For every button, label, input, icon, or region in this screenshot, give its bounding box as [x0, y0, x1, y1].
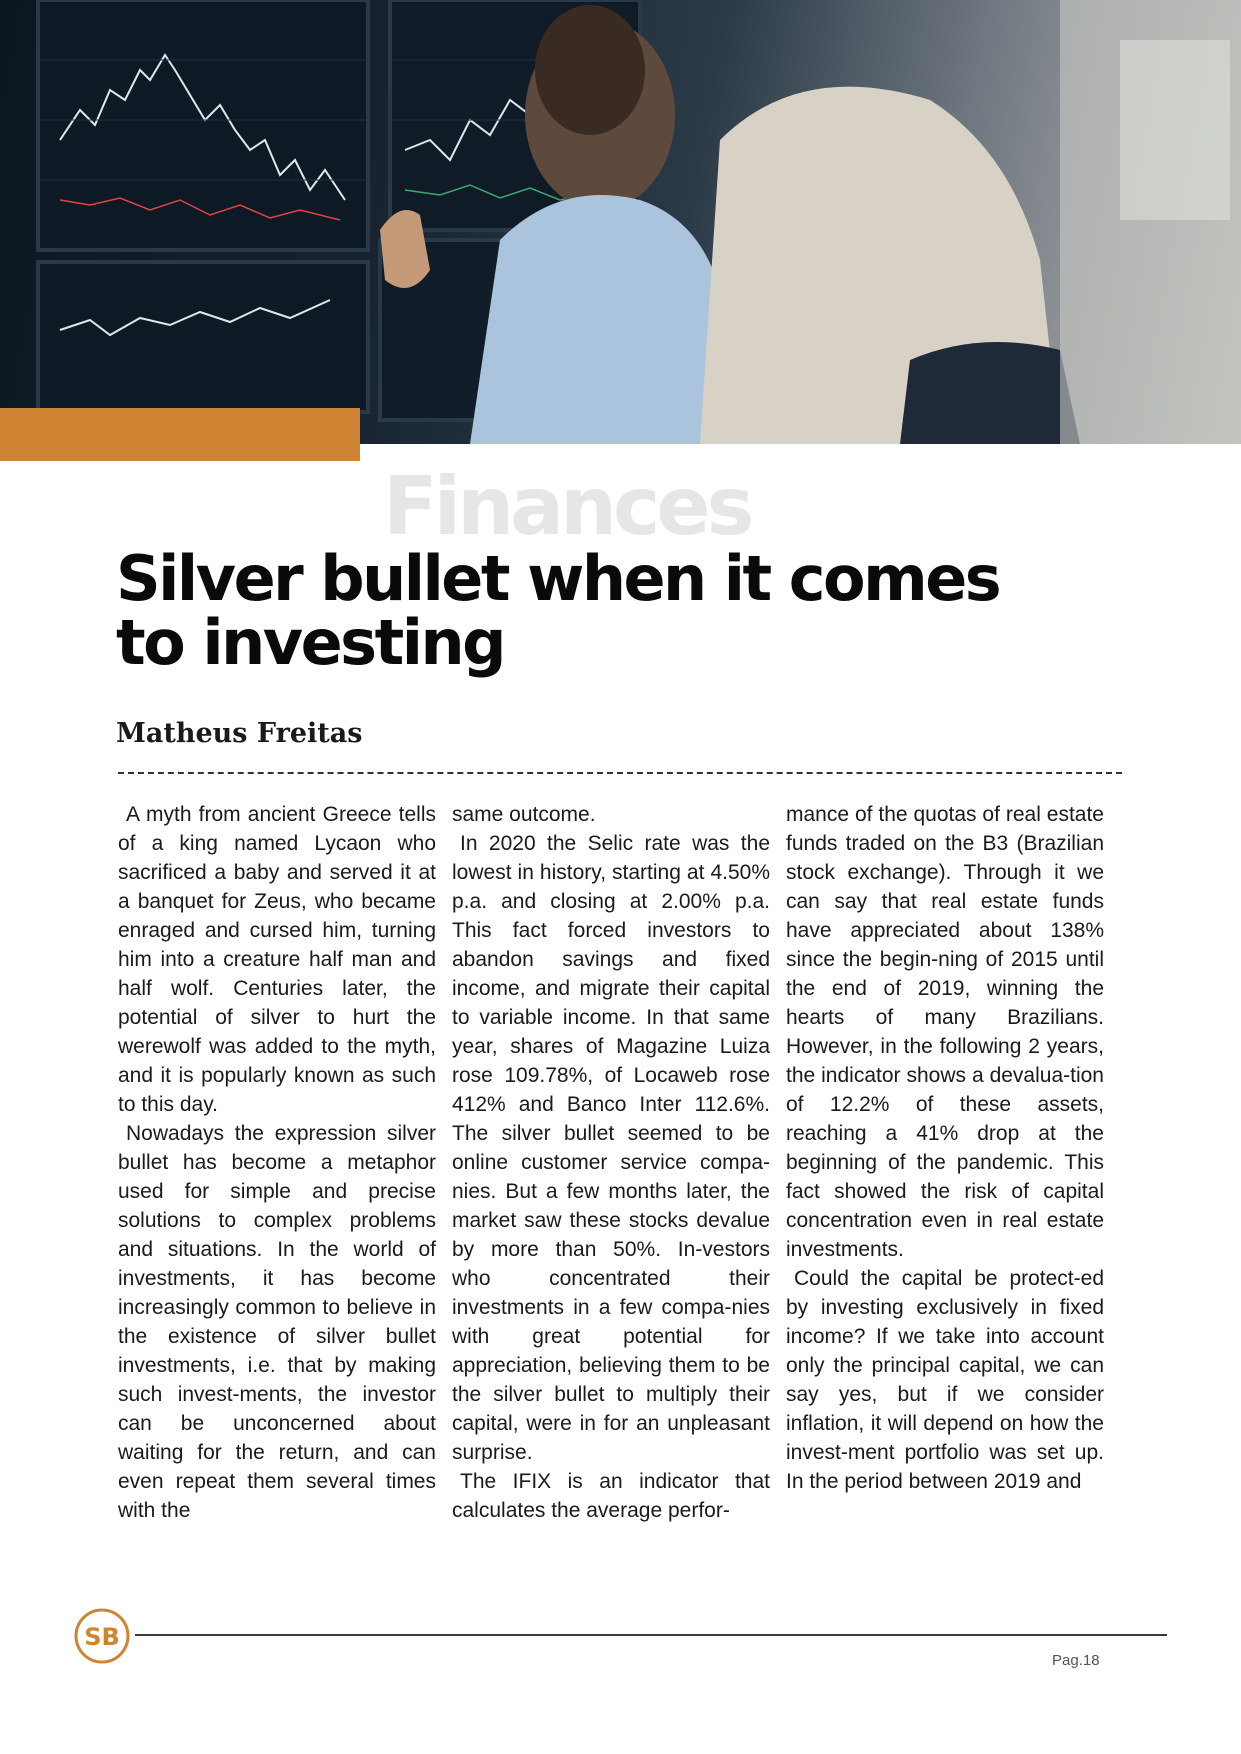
paragraph: The IFIX is an indicator that calculates the average perfor- [452, 1470, 770, 1522]
footer-rule [135, 1634, 1167, 1636]
sb-logo-icon [72, 1606, 132, 1666]
text-column-3 [786, 800, 1104, 1496]
paragraph: In 2020 the Selic rate was the lowest in history, starting at 4.50% p.a. and closing at 2.00% p.a. This fact forced investors to abandon savings and fixed income, and migrate their capital to variable income. In that same year, shares of Magazine Luiza rose 109.78%, of Locaweb rose 412% and Banco Inter 112.6%. The silver bullet seemed to be online customer service compa-nies. But a few months later, the market saw these stocks devalue by more than 50%. In-vestors who concentrated their investments in a few compa-nies with great potential for appreciation, believing them to be the silver bullet to multiply their capital, were in for an unpleasant surprise. [452, 832, 770, 1464]
logo-text: SB [84, 1623, 120, 1651]
hero-photo [0, 0, 1241, 444]
text-column-2 [452, 800, 770, 1525]
article-title: Silver bullet when it comes to investing [116, 542, 1000, 679]
paragraph: Nowadays the expression silver bullet has become a metaphor used for simple and precise solutions to complex problems and situations. In the world of investments, it has become increasingly common to believe in the existence of silver bullet investments, i.e. that by making such invest-ments, the investor can be unconcerned about waiting for the return, and can even repeat them several times with the [118, 1122, 436, 1522]
text-column-1 [118, 800, 436, 1525]
paragraph: Could the capital be protect-ed by investing exclusively in fixed income? If we take into account only the principal capital, we can say yes, but if we consider inflation, it will depend on how the invest-ment portfolio was set up. In the period between 2019 and [786, 1267, 1104, 1493]
paragraph: same outcome. [452, 803, 596, 826]
paragraph: mance of the quotas of real estate funds traded on the B3 (Brazilian stock exchange). Through it we can say that real estate funds have appreciated about 138% since the begin-ning of 2015 until the end of 2019, winning the hearts of many Brazilians. However, in the following 2 years, the indicator shows a devalua-tion of 12.2% of these assets, reaching a 41% drop at the beginning of the pandemic. This fact showed the risk of capital concentration even in real estate investments. [786, 803, 1104, 1261]
dashed-divider [118, 772, 1122, 774]
section-kicker: Finances [383, 460, 751, 553]
paragraph: A myth from ancient Greece tells of a king named Lycaon who sacrificed a baby and served it at a banquet for Zeus, who became enraged and cursed him, turning him into a creature half man and half wolf. Centuries later, the potential of silver to hurt the werewolf was added to the myth, and it is popularly known as such to this day. [118, 803, 436, 1116]
trading-screens-illustration [0, 0, 1241, 444]
accent-bar [0, 408, 360, 461]
article-author: Matheus Freitas [116, 718, 363, 749]
page-number: Pag.18 [1052, 1652, 1100, 1669]
